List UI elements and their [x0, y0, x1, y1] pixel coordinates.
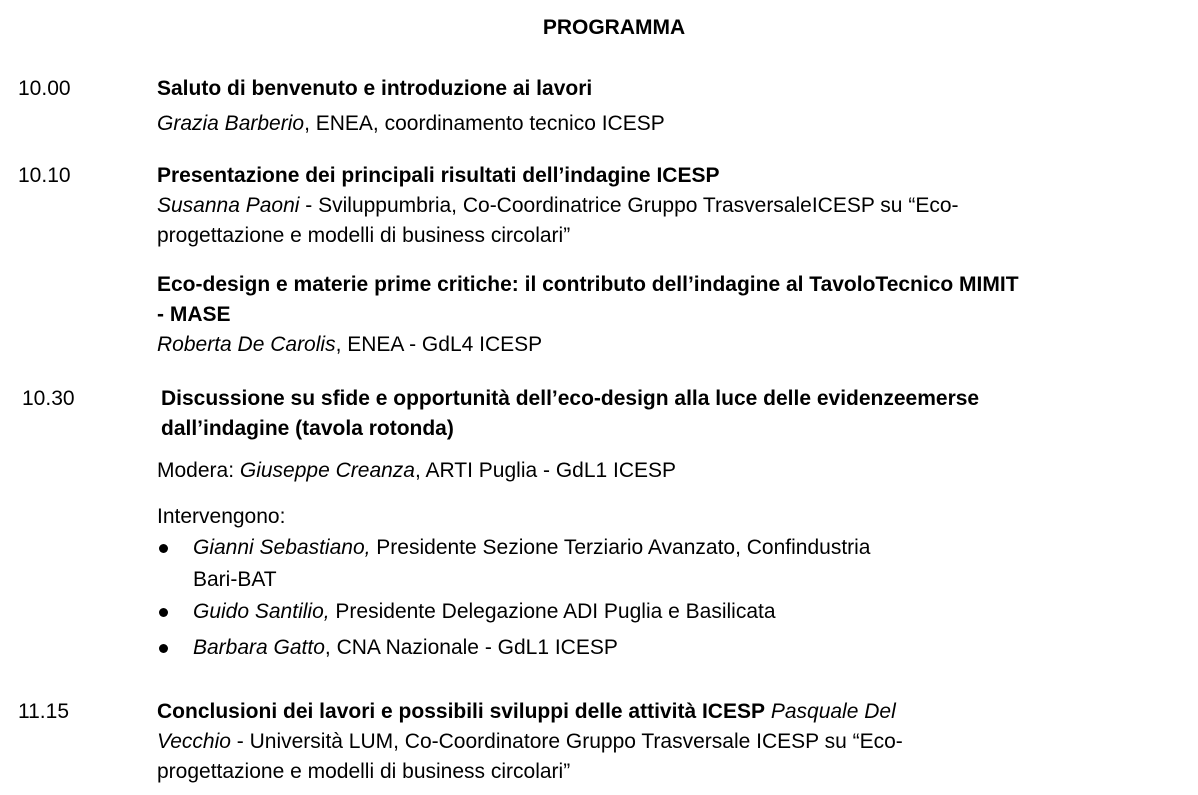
- moderator-line: [157, 456, 1197, 486]
- session-time: 11.15: [18, 700, 69, 723]
- session-speaker: [157, 191, 1197, 221]
- speaker-name: Gianni Sebastiano,: [193, 536, 371, 559]
- bullet-icon: [159, 644, 168, 653]
- session-heading: Presentazione dei principali risultati dell’indagine ICESP: [157, 164, 720, 187]
- speaker-name: Barbara Gatto: [193, 636, 325, 659]
- session-block: [157, 74, 1197, 139]
- speaker-name: Pasquale Del: [770, 700, 896, 723]
- session-speaker: [157, 109, 1197, 139]
- session-heading: Discussione su sfide e opportunità dell’eco-design alla luce delle evidenzeemerse: [161, 387, 980, 410]
- speaker-name-continued: Vecchio: [157, 730, 231, 753]
- session-heading: Saluto di benvenuto e introduzione ai lavori: [157, 77, 593, 100]
- session-heading: Eco-design e materie prime critiche: il contributo dell’indagine al TavoloTecnico MIMIT: [157, 273, 1019, 296]
- list-item: [157, 596, 1197, 628]
- speaker-name: Guido Santilio,: [193, 600, 330, 623]
- moderator-label: Modera:: [157, 459, 240, 482]
- speaker-affiliation: , CNA Nazionale - GdL1 ICESP: [324, 636, 618, 659]
- session-heading-line: [157, 697, 1197, 727]
- session-block: [157, 161, 1197, 251]
- session-block: [157, 270, 1197, 360]
- speaker-affiliation: - Università LUM, Co-Coordinatore Gruppo Trasversale ICESP su “Eco-: [230, 730, 903, 753]
- bullet-icon: [159, 544, 168, 553]
- speaker-name: Susanna Paoni: [157, 194, 300, 217]
- page-title: PROGRAMMA: [542, 16, 686, 39]
- speaker-affiliation: , ENEA - GdL4 ICESP: [335, 333, 543, 356]
- session-heading: Conclusioni dei lavori e possibili sviluppi delle attività ICESP: [157, 700, 765, 723]
- session-block: [161, 384, 1198, 444]
- session-time: 10.30: [22, 387, 75, 410]
- list-item: [157, 632, 1197, 664]
- speaker-affiliation-continued: Bari-BAT: [193, 568, 277, 591]
- speaker-affiliation: Presidente Sezione Terziario Avanzato, Confindustria: [370, 536, 871, 559]
- session-speaker: [157, 727, 1197, 757]
- session-block: [157, 697, 1197, 787]
- list-item: [157, 532, 1197, 564]
- speaker-affiliation: , ENEA, coordinamento tecnico ICESP: [304, 112, 665, 135]
- session-heading-continued: - MASE: [157, 303, 231, 326]
- speaker-affiliation: - Sviluppumbria, Co-Coordinatrice Gruppo TrasversaleICESP su “Eco-: [299, 194, 959, 217]
- speaker-affiliation: Presidente Delegazione ADI Puglia e Basilicata: [329, 600, 776, 623]
- session-time: 10.10: [18, 164, 71, 187]
- speakers-label: Intervengono:: [157, 505, 286, 528]
- speaker-name: Roberta De Carolis: [157, 333, 336, 356]
- moderator-name: Giuseppe Creanza: [239, 459, 415, 482]
- speaker-affiliation-continued: progettazione e modelli di business circolari”: [157, 760, 571, 783]
- bullet-icon: [159, 608, 168, 617]
- session-heading-continued: dall’indagine (tavola rotonda): [161, 417, 454, 440]
- moderator-affiliation: , ARTI Puglia - GdL1 ICESP: [414, 459, 677, 482]
- session-speaker: [157, 330, 1197, 360]
- speaker-name: Grazia Barberio: [157, 112, 305, 135]
- speaker-affiliation-continued: progettazione e modelli di business circolari”: [157, 224, 571, 247]
- session-time: 10.00: [18, 77, 71, 100]
- roundtable-block: [157, 456, 1197, 664]
